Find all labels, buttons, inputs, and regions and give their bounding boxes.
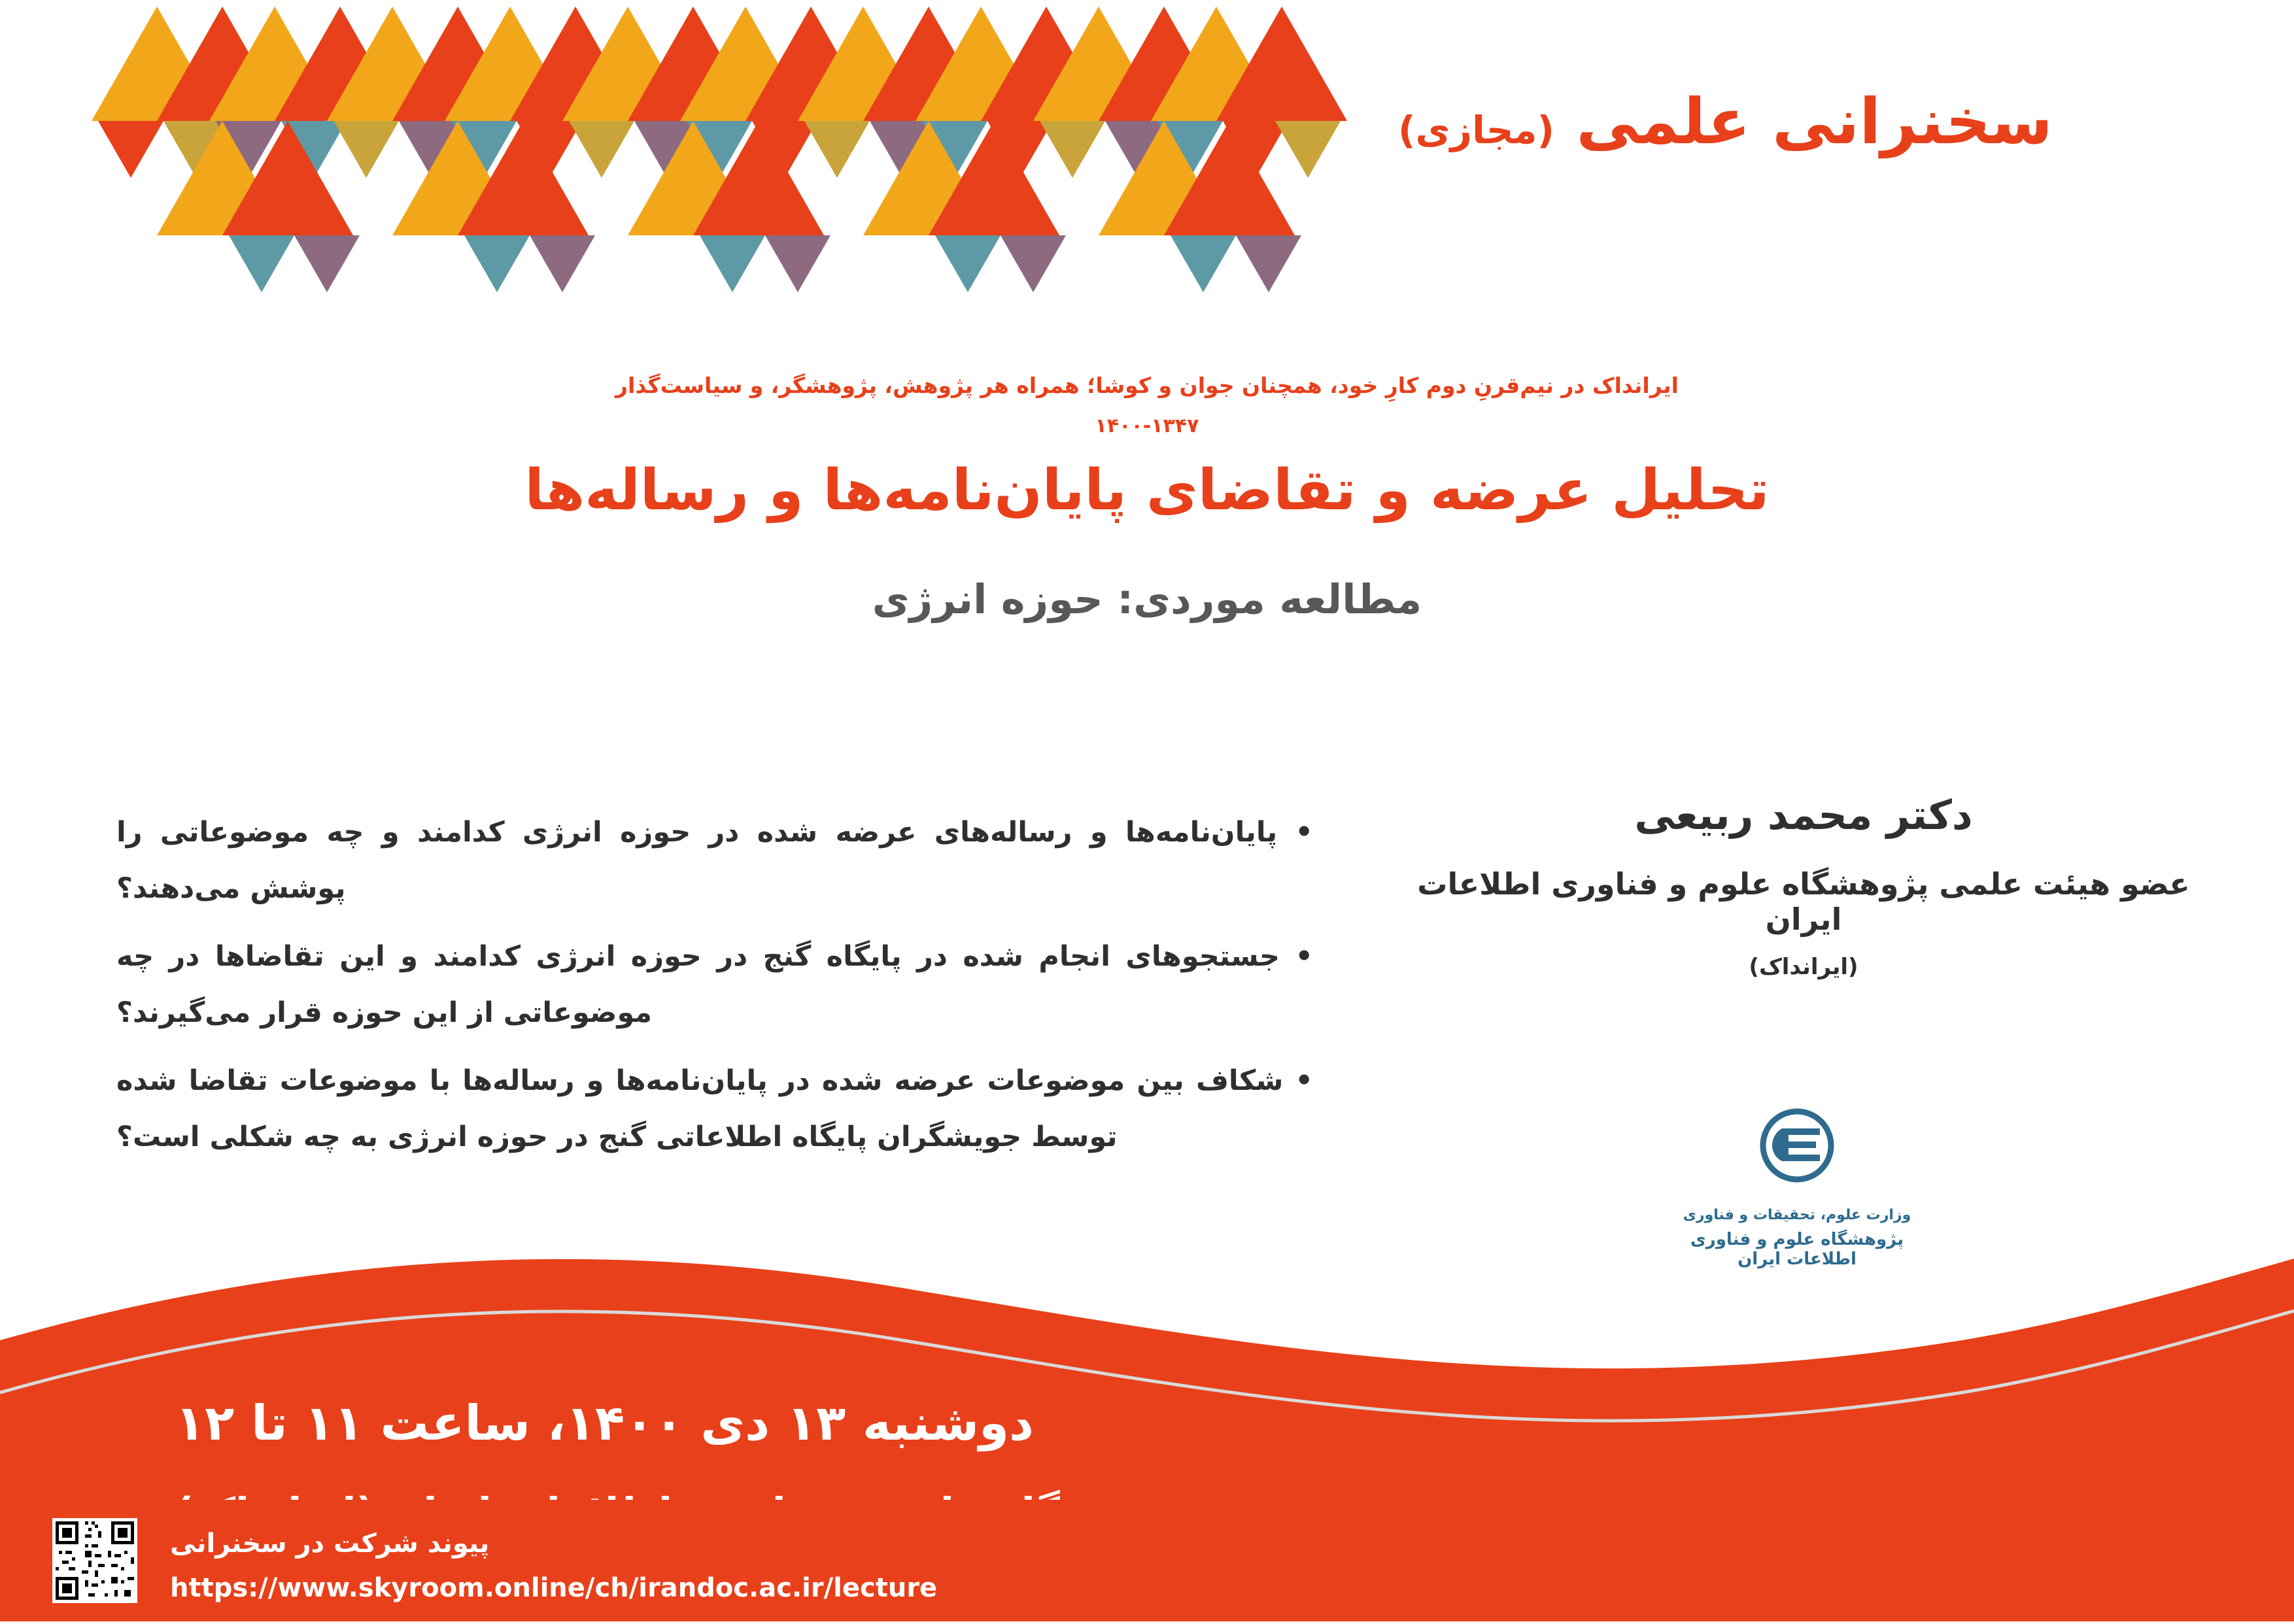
page-title-main: سخنرانی علمی	[1576, 85, 2053, 158]
lecture-title: تحلیل عرضه و تقاضای پایان‌نامه‌ها و رساله‌ها	[524, 458, 1770, 523]
speaker-block	[1385, 791, 2222, 980]
logo-ministry-label: وزارت علوم، تحقیقات و فناوری	[1683, 1207, 1911, 1223]
hex-pattern-svg	[59, 0, 1484, 307]
tagline-text: ایرانداک در نیم‌قرنِ دوم کارِ خود، همچنان جوان و کوشا؛ همراه هر پژوهش، پژوهشگر، و سیاست‌گذار	[615, 373, 1679, 398]
participation-link-label: پیوند شرکت در سخنرانی	[170, 1529, 490, 1559]
footer-bar	[0, 1500, 2294, 1621]
participation-link-url[interactable]: https://www.skyroom.online/ch/irandoc.ac.ir/lecture	[170, 1573, 938, 1603]
research-question-3: • شکاف بین موضوعات عرضه شده در پایان‌نامه‌ها و رساله‌ها با موضوعات تقاضا شده توسط جویشگران پایگاه اطلاعاتی گنج در حوزه انرژی به چه شکلی است؟	[116, 1064, 1313, 1153]
tagline	[0, 366, 2294, 444]
speaker-affiliation-short: (ایرانداک)	[1749, 954, 1858, 980]
lecture-subtitle: مطالعه موردی: حوزه انرژی	[872, 575, 1422, 623]
tagline-years: ۱۴۰۰-۱۳۴۷	[1095, 414, 1199, 438]
qr-code[interactable]	[52, 1518, 137, 1603]
research-question-1: • پایان‌نامه‌ها و رساله‌های عرضه شده در حوزه انرژی کدامند و چه موضوعاتی را پوشش می‌دهند؟	[116, 816, 1313, 905]
logo-institute-label: پژوهشگاه علوم و فناوری اطلاعات ایران	[1690, 1230, 1904, 1269]
hex-row-1	[92, 7, 1347, 121]
page-title-sub: (مجازی)	[1398, 108, 1555, 152]
qr-code-svg	[52, 1518, 137, 1603]
event-datetime: دوشنبه ۱۳ دی ۱۴۰۰، ساعت ۱۱ تا ۱۲	[175, 1395, 1035, 1451]
hex-row-4	[229, 235, 1301, 292]
speaker-name: دکتر محمد ربیعی	[1634, 791, 1973, 839]
page-title	[1398, 85, 2216, 158]
research-question-2: • جستجوهای انجام شده در پایگاه گنج در حوزه انرژی کدامند و این تقاضاها در چه موضوعاتی از این حوزه قرار می‌گیرند؟	[116, 940, 1313, 1029]
hex-pattern-banner	[59, 0, 1484, 307]
speaker-affiliation: عضو هیئت علمی پژوهشگاه علوم و فناوری اطلاعات ایران	[1417, 866, 2190, 937]
research-questions	[116, 804, 1313, 1177]
